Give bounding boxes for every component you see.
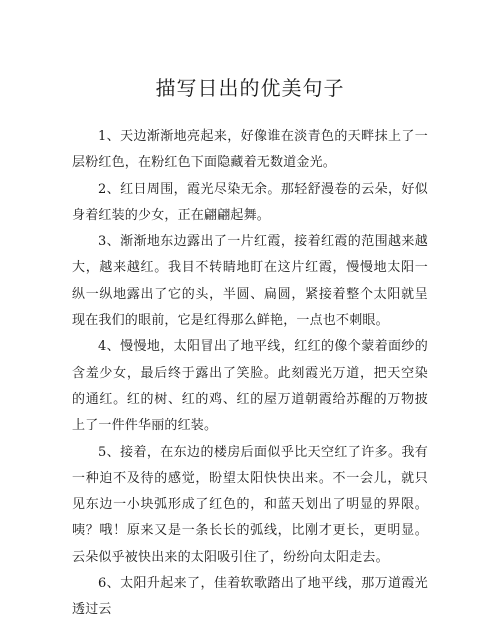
paragraph-3: 3、渐渐地东边露出了一片红霞，接着红霞的范围越来越大，越来越红。我目不转睛地盯在这片红霞，慢慢地太阳一纵一纵地露出了它的头，半圆、扁圆，紧接着整个太阳就呈现在我们的眼前，它是红得那么鲜艳，一点也不刺眼。: [72, 234, 428, 329]
paragraph-6: 6、太阳升起来了，佳着软歌踏出了地平线，那万道霞光透过云: [72, 576, 428, 618]
paragraph-2: 2、红日周围，霞光尽染无余。那轻舒漫卷的云朵，好似身着红装的少女，正在翩翩起舞。: [72, 181, 428, 223]
document-title: 描写日出的优美句子: [155, 76, 345, 100]
paragraph-4: 4、慢慢地，太阳冒出了地平线，红红的像个蒙着面纱的含羞少女，最后终于露出了笑脸。此刻霞光万道，把天空染的通红。红的树、红的鸡、红的屋万道朝霞给苏醒的万物披上了一件件华丽的红装。: [72, 339, 428, 434]
document-body: [72, 124, 428, 624]
paragraph-1: 1、天边渐渐地亮起来，好像谁在淡青色的天畔抹上了一层粉红色，在粉红色下面隐藏着无数道金光。: [72, 129, 428, 171]
paragraph-5: 5、接着，在东边的楼房后面似乎比天空红了许多。我有一种迫不及待的感觉，盼望太阳快快出来。不一会儿，就只见东边一小块弧形成了红色的，和蓝天划出了明显的界限。咦？哦！原来又是一条长长的弧线，比刚才更长，更明显。云朵似乎被快出来的太阳吸引住了，纷纷向太阳走去。: [72, 444, 428, 565]
